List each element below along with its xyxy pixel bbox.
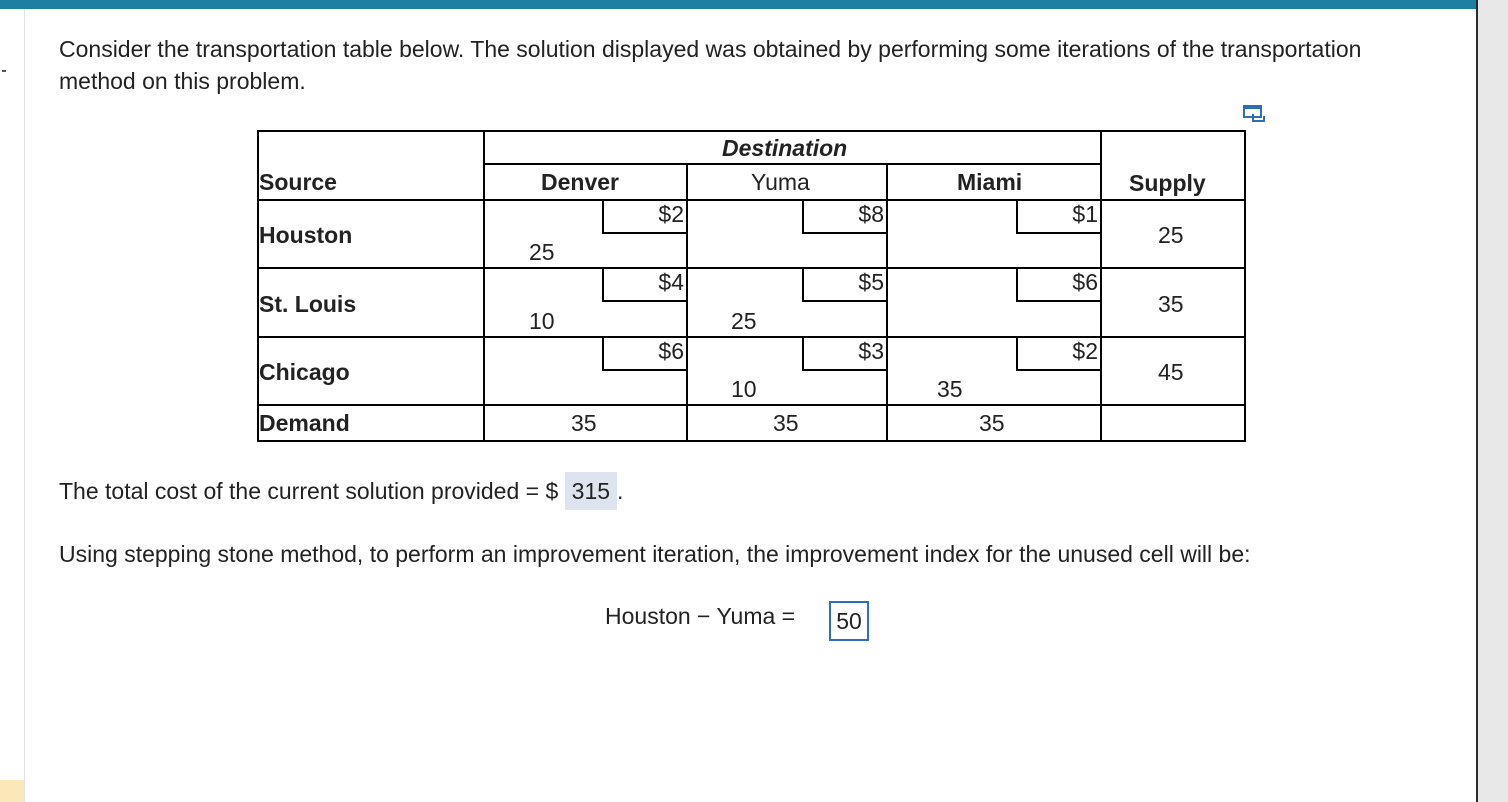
total-cost-label: The total cost of the current solution provided = $ bbox=[59, 478, 559, 504]
cost-cell: $2 bbox=[602, 200, 686, 234]
demand-label: Demand bbox=[259, 410, 350, 436]
total-cost-suffix: . bbox=[617, 478, 624, 504]
cost-cell: $3 bbox=[802, 337, 886, 371]
dest-header-yuma: Yuma bbox=[751, 169, 810, 195]
destination-header: Destination bbox=[722, 135, 848, 161]
row-label-chicago: Chicago bbox=[259, 359, 350, 385]
allocation-cell: 25 bbox=[529, 239, 555, 265]
cost-cell: $5 bbox=[802, 268, 886, 302]
total-cost-value: 315 bbox=[565, 472, 617, 510]
cost-cell: $6 bbox=[1016, 268, 1100, 302]
supply-cell: 45 bbox=[1158, 359, 1184, 385]
cost-cell: $2 bbox=[1016, 337, 1100, 371]
demand-cell: 35 bbox=[571, 410, 597, 436]
transportation-table bbox=[257, 130, 1246, 442]
source-header: Source bbox=[259, 169, 337, 195]
row-label-st-louis: St. Louis bbox=[259, 291, 357, 317]
total-cost-line bbox=[59, 472, 623, 510]
cost-cell: $8 bbox=[802, 200, 886, 234]
improvement-label: Houston − Yuma = bbox=[605, 603, 796, 629]
cost-cell: $4 bbox=[602, 268, 686, 302]
supply-cell: 25 bbox=[1158, 222, 1184, 248]
row-label-houston: Houston bbox=[259, 222, 353, 248]
cost-cell: $1 bbox=[1016, 200, 1100, 234]
allocation-cell: 10 bbox=[529, 308, 555, 334]
dest-header-denver: Denver bbox=[541, 169, 619, 195]
top-accent-bar bbox=[0, 0, 1476, 9]
cost-cell: $6 bbox=[602, 337, 686, 371]
supply-header: Supply bbox=[1129, 170, 1206, 196]
allocation-cell: 35 bbox=[937, 376, 963, 402]
left-tab[interactable] bbox=[0, 780, 24, 802]
demand-cell: 35 bbox=[773, 410, 799, 436]
allocation-cell: 25 bbox=[731, 308, 757, 334]
stepping-stone-prompt: Using stepping stone method, to perform an improvement iteration, the improvement index for the unused cell will be: bbox=[59, 541, 1251, 567]
improvement-answer-input[interactable]: 50 bbox=[829, 601, 869, 641]
question-intro: Consider the transportation table below. The solution displayed was obtained by performing some iterations of the transportation method on this problem. bbox=[59, 36, 1362, 94]
left-marker bbox=[2, 70, 6, 72]
popout-icon[interactable] bbox=[1242, 104, 1266, 124]
dest-header-miami: Miami bbox=[957, 169, 1023, 195]
right-scrollbar[interactable] bbox=[1476, 0, 1508, 802]
demand-cell: 35 bbox=[979, 410, 1005, 436]
supply-cell: 35 bbox=[1158, 291, 1184, 317]
left-margin-line bbox=[24, 9, 25, 802]
allocation-cell: 10 bbox=[731, 376, 757, 402]
